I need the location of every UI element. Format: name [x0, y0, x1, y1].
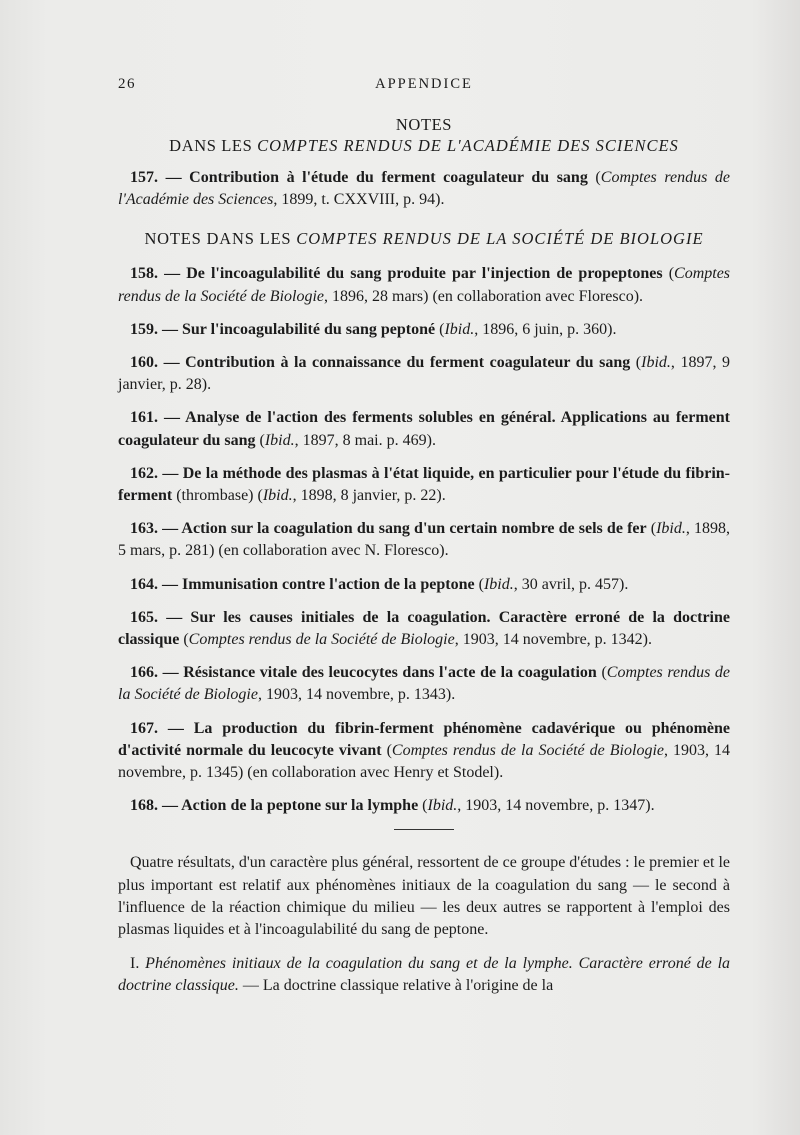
summary-paragraph: Quatre résultats, d'un caractère plus général, ressortent de ce groupe d'études : le premier et le plus important est relatif aux phénomènes initiaux de la coagulation du sang — le second à l'influence de la réaction chimique du milieu — les deux autres se rapportent à l'emploi des plasmas liquides et à l'incoagulabilité du sang de peptone.	[118, 854, 730, 939]
section-heading-notes: NOTES	[395, 115, 453, 134]
entry-citation-text: (	[474, 575, 484, 593]
entry-number: 162.	[130, 464, 158, 482]
separator-rule	[394, 829, 454, 830]
bibliography-entry	[118, 607, 730, 651]
section-heading-academie	[118, 135, 730, 156]
entry-citation-text: (	[646, 520, 657, 538]
entry-citation-text: (	[587, 169, 601, 186]
entry-citation-text: , 30 avril, p. 457).	[513, 575, 629, 593]
heading-journal-title: COMPTES RENDUS DE L'ACADÉMIE DES SCIENCES	[257, 136, 679, 155]
bibliography-entry	[118, 463, 730, 507]
entry-title: — Sur l'incoagulabilité du sang peptoné	[162, 320, 436, 338]
entry-citation-text: , 1903, 14 novembre, p. 1345) (en collaboration avec Henry et Stodel).	[118, 741, 731, 782]
entry-citation-text: (	[418, 797, 428, 815]
entry-title: — Analyse de l'action des ferments solubles en général. Applications au ferment coagulateur du sang	[118, 409, 731, 449]
bibliography-entry	[118, 407, 730, 451]
bibliography-entry	[118, 319, 730, 341]
bibliography-entry	[118, 718, 730, 785]
entry-citation-text: , 1896, 28 mars) (en collaboration avec Floresco).	[324, 287, 644, 305]
entry-citation-text: , 1903, 14 novembre, p. 1342).	[454, 631, 652, 649]
entry-citation-text: (	[630, 354, 642, 372]
bibliography-entry	[118, 574, 730, 596]
entry-title: — De la méthode des plasmas à l'état liquide, en particulier pour l'étude du fibrin-ferment	[118, 464, 731, 505]
bibliography-entry	[118, 167, 730, 211]
entry-number: 158.	[130, 265, 158, 283]
final-rest: — La doctrine classique relative à l'origine de la	[238, 977, 554, 995]
bibliography-entry	[118, 662, 730, 706]
page-number: 26	[118, 76, 136, 92]
entry-citation-text: , 1903, 14 novembre, p. 1343).	[257, 686, 456, 704]
entry-citation-text: (thrombase) (	[172, 487, 263, 505]
final-paragraph	[118, 953, 730, 997]
entry-title: — La production du fibrin-ferment phénomène cadavérique ou phénomène d'activité normale du leucocyte vivant	[118, 719, 731, 759]
entry-citation-text: , 1903, 14 novembre, p. 1347).	[457, 797, 655, 815]
entry-number: 166.	[130, 664, 158, 682]
entry-number: 168.	[130, 797, 158, 815]
entry-citation-text: , 1898, 5 mars, p. 281) (en collaboration avec N. Floresco).	[118, 520, 731, 560]
heading-prefix: NOTES DANS LES	[144, 229, 297, 249]
entry-citation-text: (	[179, 631, 189, 649]
entry-citation-text: (	[662, 265, 675, 283]
entries-academie	[118, 167, 730, 211]
entry-citation-italic: Comptes rendus de la Société de Biologie	[118, 664, 731, 704]
running-title: APPENDICE	[375, 76, 473, 92]
entry-citation-italic: Ibid.	[641, 354, 671, 372]
entry-title: — Sur les causes initiales de la coagulation. Caractère erroné de la doctrine classique	[118, 608, 731, 649]
entry-title: — De l'incoagulabilité du sang produite par l'injection de propeptones	[164, 265, 663, 283]
entry-citation-text: (	[255, 431, 265, 449]
entry-citation-text: (	[435, 320, 445, 338]
entry-citation-italic: Ibid.	[264, 431, 295, 449]
entry-title: — Immunisation contre l'action de la peptone	[162, 575, 475, 593]
entry-citation-italic: Comptes rendus de l'Académie des Sciences	[118, 169, 731, 209]
entry-citation-italic: Ibid.	[656, 520, 686, 538]
entry-number: 165.	[130, 608, 158, 626]
entry-citation-text: , 1896, 6 juin, p. 360).	[474, 320, 617, 338]
entry-citation-text: , 1897, 9 janvier, p. 28).	[118, 354, 731, 394]
bibliography-entry	[118, 518, 730, 562]
page-body	[118, 114, 730, 998]
entry-citation-text: , 1898, 8 janvier, p. 22).	[292, 487, 446, 505]
bibliography-entry	[118, 795, 730, 817]
entry-citation-text: , 1899, t. CXXVIII, p. 94).	[273, 191, 445, 209]
entry-citation-italic: Ibid.	[444, 320, 475, 338]
entry-number: 161.	[130, 409, 158, 427]
entry-citation-italic: Ibid.	[483, 575, 514, 593]
entry-number: 160.	[130, 354, 158, 372]
entry-number: 157.	[130, 169, 158, 186]
entry-citation-italic: Comptes rendus de la Société de Biologie	[118, 265, 731, 305]
entry-citation-italic: Ibid.	[427, 797, 458, 815]
entry-citation-text: , 1897, 8 mai. p. 469).	[294, 431, 436, 449]
entry-number: 164.	[130, 575, 158, 593]
entry-number: 167.	[130, 719, 158, 737]
entry-number: 163.	[130, 520, 158, 538]
entry-citation-italic: Comptes rendus de la Société de Biologie	[391, 741, 664, 759]
entry-title: — Action sur la coagulation du sang d'un certain nombre de sels de fer	[162, 520, 647, 538]
entry-title: — Action de la peptone sur la lymphe	[162, 797, 419, 815]
bibliography-entry	[118, 352, 730, 396]
entry-citation-text: (	[381, 741, 392, 759]
entry-number: 159.	[130, 320, 158, 338]
entry-title: — Résistance vitale des leucocytes dans l'acte de la coagulation	[162, 664, 597, 682]
page-header	[118, 76, 730, 96]
entry-citation-italic: Comptes rendus de la Société de Biologie	[188, 631, 455, 649]
entry-title: — Contribution à la connaissance du ferment coagulateur du sang	[163, 354, 631, 372]
entry-citation-italic: Ibid.	[262, 487, 293, 505]
entries-biologie	[118, 263, 730, 817]
heading-journal-title: COMPTES RENDUS DE LA SOCIÉTÉ DE BIOLOGIE	[296, 229, 704, 249]
heading-prefix: DANS LES	[169, 136, 258, 155]
final-italic-title: Phénomènes initiaux de la coagulation du sang et de la lymphe. Caractère erroné de la doctrine classique.	[118, 955, 731, 995]
final-lead: I.	[130, 955, 146, 973]
entry-title: — Contribution à l'étude du ferment coagulateur du sang	[165, 169, 588, 186]
entry-citation-text: (	[596, 664, 607, 682]
bibliography-entry	[118, 263, 730, 307]
section-heading-biologie	[118, 228, 730, 249]
